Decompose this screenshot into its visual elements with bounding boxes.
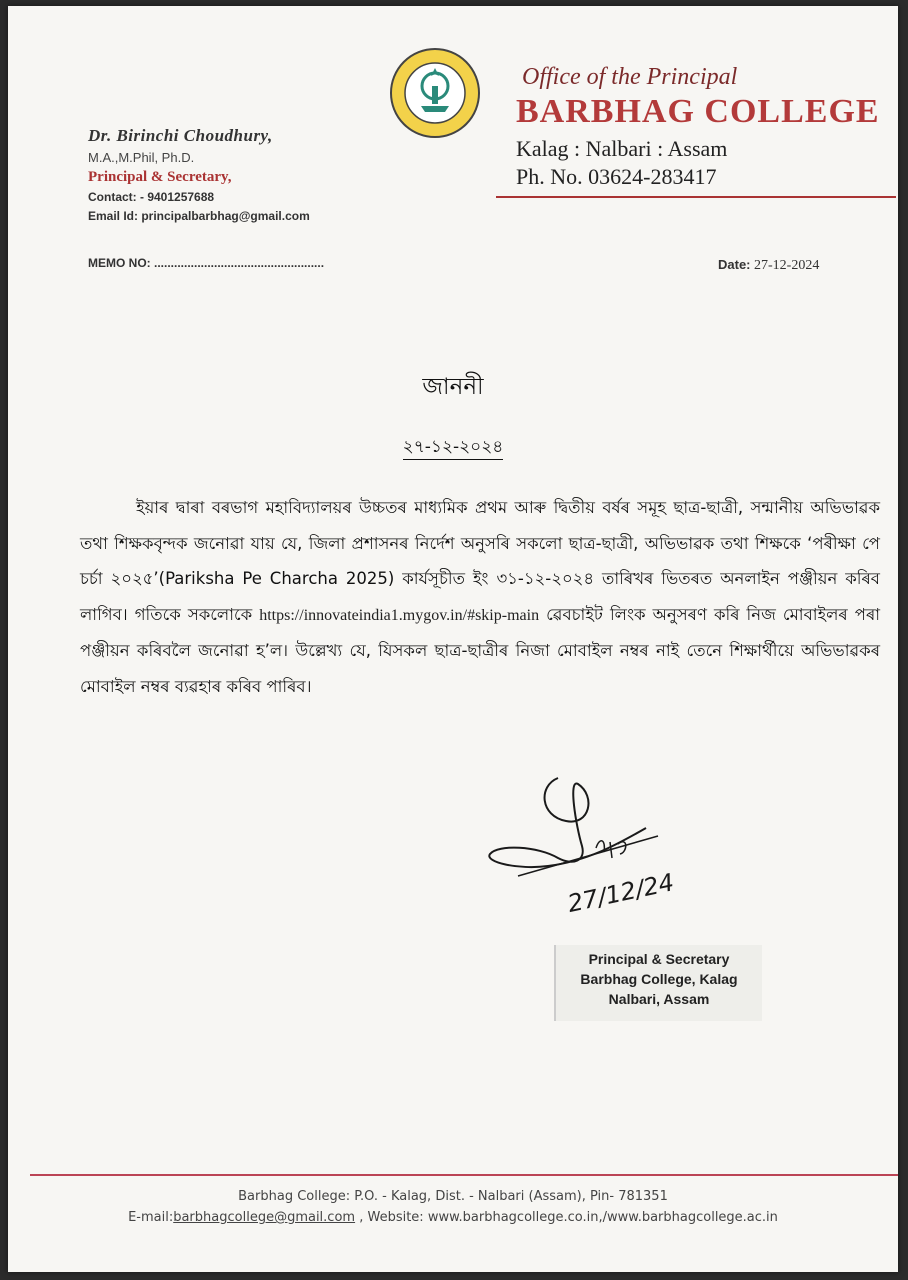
notice-body-part2: ৱেবচাইট লিংক অনুসৰণ কৰি নিজ মোবাইলৰ পৰা পঞ্জীয়ন কৰিবলৈ জনোৱা হ’ল। উল্লেখ্য যে, যিসকল ছাত্ৰ-ছাত্ৰীৰ নিজা মোবাইল নম্বৰ নাই তেনে শিক্ষাৰ্থীয়ে অভিভাৱকৰ মোবাইল নম্বৰ ব্যৱহাৰ কৰিব পাৰিব। [80,604,881,696]
date-label: Date: [718,257,751,272]
stamp-line-3: Nalbari, Assam [608,991,710,1007]
notice-title: জাননী [422,374,484,400]
notice-body [80,490,880,704]
college-seal-icon [388,46,482,140]
footer-address: Barbhag College: P.O. - Kalag, Dist. - Nalbari (Assam), Pin- 781351 [238,1189,668,1204]
registration-link[interactable]: https://innovateindia1.mygov.in/#skip-main [259,606,540,624]
footer-divider [30,1174,898,1176]
principal-email: Email Id: principalbarbhag@gmail.com [88,209,310,223]
official-stamp [554,945,762,1021]
principal-title: Principal & Secretary, [88,169,232,185]
college-name: BARBHAG COLLEGE [516,93,880,130]
signature-date: 27/12/24 [565,868,677,918]
header-divider [496,196,896,198]
date-value: 27-12-2024 [754,258,820,273]
memo-number: MEMO NO: ................................................... [88,256,325,270]
notice-date-text: ২৭-১২-২০২৪ [403,437,504,460]
letter-page [8,6,898,1272]
principal-contact: Contact: - 9401257688 [88,190,215,204]
letter-date [718,257,819,274]
office-title: Office of the Principal [522,64,738,90]
footer-website-links[interactable]: www.barbhagcollege.co.in,/www.barbhagcollege.ac.in [427,1210,778,1225]
college-phone: Ph. No. 03624-283417 [516,164,717,189]
notice-date [8,434,898,462]
footer-email-link[interactable]: barbhagcollege@gmail.com [173,1210,356,1225]
footer-contact [8,1210,898,1225]
principal-degrees: M.A.,M.Phil, Ph.D. [88,150,195,165]
footer-email-label: E-mail: [128,1210,174,1225]
footer-website-label: , Website: [355,1210,428,1225]
notice-body-part1: ইয়াৰ দ্বাৰা বৰভাগ মহাবিদ্যালয়ৰ উচ্চতৰ মাধ্যমিক প্ৰথম আৰু দ্বিতীয় বৰ্ষৰ সমূহ ছাত্ৰ-ছাত্ৰী, সন্মানীয় অভিভাৱক তথা শিক্ষকবৃন্দক জনোৱা যায় যে, জিলা প্ৰশাসনৰ নিৰ্দেশ অনুসৰি সকলো ছাত্ৰ-ছাত্ৰী, অভিভাৱক তথা শিক্ষকে ‘পৰীক্ষা পে চৰ্চা ২০২৫’(Pariksha Pe Charcha 2025) কাৰ্যসূচীত ইং ৩১-১২-২০২৪ তাৰিখৰ ভিতৰত অনলাইন পঞ্জীয়ন কৰিব লাগিব। গতিকে সকলোকে [80,498,880,624]
principal-name: Dr. Birinchi Choudhury, [88,126,273,145]
college-location: Kalag : Nalbari : Assam [516,136,728,161]
stamp-line-2: Barbhag College, Kalag [580,971,738,987]
stamp-line-1: Principal & Secretary [588,951,730,967]
principal-signature [478,766,708,936]
